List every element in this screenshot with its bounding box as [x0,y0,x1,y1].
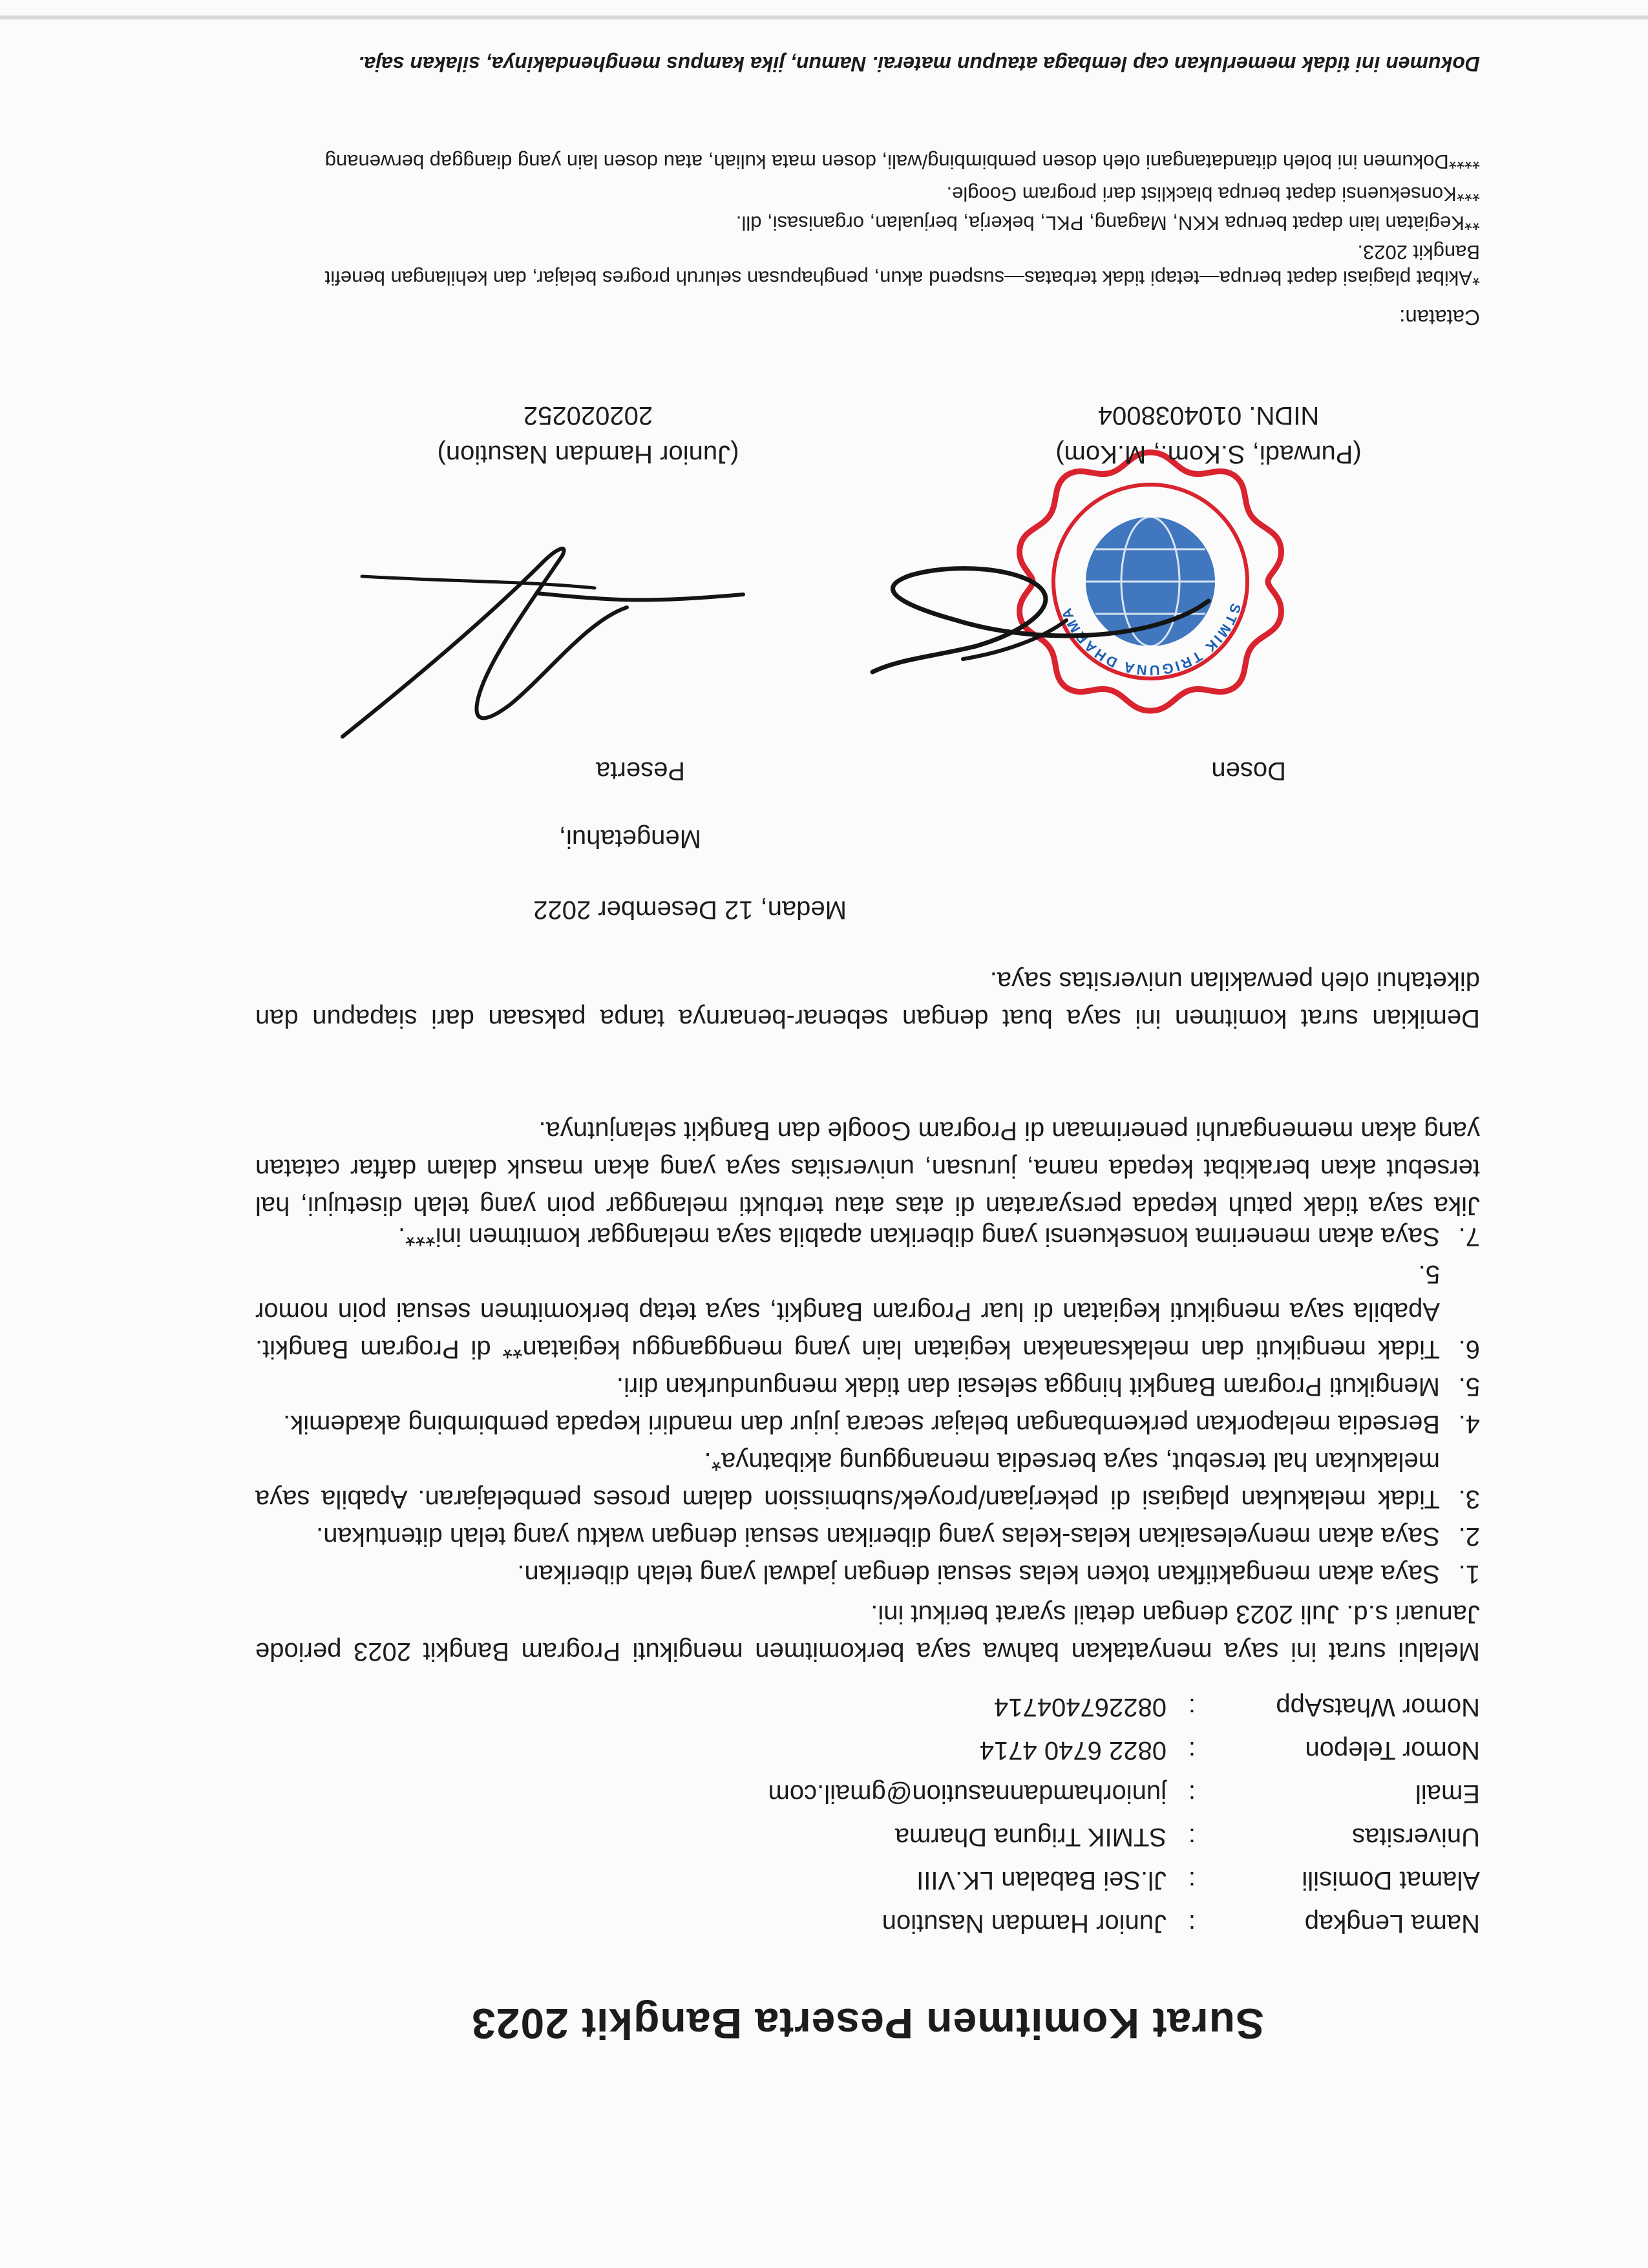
identity-value: Jl.Sei Babalan LK.VIII [916,1866,1167,1895]
lecturer-role-label: Dosen [1211,757,1286,785]
commitment-text: Mengikuti Program Bangkit hingga selesai dan tidak mengundurkan diri. [616,1372,1440,1401]
document-title: Surat Komitmen Peserta Bangkit 2023 [470,2000,1265,2048]
closing-paragraph: Demikian surat komitmen ini saya buat dengan sebenar-benarnya tanpa paksaan dari siapapun dan diketahui oleh perwakilan universitas saya. [255,967,1480,1033]
commitment-item [255,1255,1480,1368]
identity-separator: : [1188,1780,1196,1808]
commitment-number: 2. [1458,1522,1480,1551]
note-item: ***Konsekuensi dapat berupa blacklist dari program Google. [946,183,1480,205]
place-date: Medan, 12 Desember 2022 [533,896,847,924]
commitment-list [255,1218,1480,1593]
commitment-item [255,1443,1480,1518]
identity-row-university [255,1815,1480,1858]
note-item: **Kegiatan lain dapat berupa KKN, Magang, PKL, bekerja, berjualan, organisasi, dll. [735,212,1480,235]
commitment-item [255,1518,1480,1555]
commitment-number: 7. [1458,1223,1480,1251]
commitment-text: Tidak mengikuti dan melaksanakan kegiatan lain yang mengganggu kegiatan** di Program Bangkit. Apabila saya mengikuti kegiatan di luar Program Bangkit, saya tetap berkomitmen sesuai poin nomor 5. [255,1260,1440,1363]
commitment-text: Bersedia melaporkan perkembangan belajar secara jujur dan mandiri kepada pembimbing akademik. [283,1410,1440,1438]
commitment-item [255,1555,1480,1593]
identity-separator: : [1188,1909,1196,1938]
identity-label: Nomor WhatsApp [1276,1693,1480,1721]
identity-label: Alamat Domisili [1302,1866,1480,1895]
identity-separator: : [1188,1823,1196,1851]
identity-row-name [255,1902,1480,1945]
commitment-text: Saya akan menyelesaikan kelas-kelas yang diberikan sesuai dengan waktu yang telah ditentukan. [316,1522,1440,1551]
footer-note: Dokumen ini tidak memerlukan cap lembaga ataupun materai. Namun, jika kampus menghendakinya, silakan saja. [358,52,1480,76]
identity-label: Email [1415,1780,1480,1808]
commitment-text: Tidak melakukan plagiasi di pekerjaan/proyek/submission dalam proses pembelajaran. Apabila saya melakukan hal tersebut, saya bersedia menanggung akibatnya*. [255,1447,1440,1513]
notes-heading: Catatan: [1399,306,1480,330]
identity-value: 082267404714 [994,1693,1167,1721]
scan-edge [0,16,1648,19]
commitment-text: Saya akan menerima konsekuensi yang diberikan apabila saya melanggar komitmen ini***. [397,1223,1440,1251]
identity-label: Nama Lengkap [1304,1909,1480,1938]
participant-name: (Junior Hamdan Nasution) [437,440,739,468]
lecturer-nidn: NIDN. 0104038004 [1097,401,1320,430]
commitment-number: 1. [1458,1560,1480,1588]
participant-id: 202020252 [523,401,653,430]
commitment-number: 6. [1458,1335,1480,1363]
commitment-number: 5. [1458,1372,1480,1401]
note-item: *Akibat plagiasi dapat berupa—tetapi tidak terbatas—suspend akun, penghapusan seluruh progres belajar, dan kehilangan benefit Bangkit 2023. [324,241,1480,289]
identity-value: juniorhamdannasution@gmail.com [768,1780,1167,1808]
identity-row-address [255,1858,1480,1902]
intro-paragraph: Melalui surat ini saya menyatakan bahwa saya berkomitmen mengikuti Program Bangkit 2023 periode Januari s.d. Juli 2023 dengan detail syarat berikut ini. [255,1600,1480,1666]
identity-value: STMIK Triguna Dharma [894,1823,1167,1851]
identity-value: 0822 6740 4714 [979,1736,1167,1765]
identity-separator: : [1188,1693,1196,1721]
commitment-item [255,1405,1480,1443]
identity-value: Junior Hamdan Nasution [882,1909,1167,1938]
identity-row-whatsapp [255,1685,1480,1728]
commitment-text: Saya akan mengaktifkan token kelas sesuai dengan jadwal yang telah diberikan. [517,1560,1440,1588]
lecturer-name: (Purwadi, S.Kom., M.Kom) [1055,440,1362,468]
identity-row-phone [255,1728,1480,1772]
acknowledged-label: Mengetahui, [558,824,701,853]
identity-row-email [255,1772,1480,1815]
identity-separator: : [1188,1866,1196,1895]
identity-label: Nomor Telepon [1305,1736,1480,1765]
identity-block [255,1685,1480,1945]
commitment-number: 3. [1458,1485,1480,1513]
participant-role-label: Peserta [596,757,685,785]
commitment-number: 4. [1458,1410,1480,1438]
note-item: ****Dokumen ini boleh ditandatangani oleh dosen pembimbing/wali, dosen mata kuliah, atau dosen lain yang dianggap berwenang [324,151,1480,173]
participant-signature [291,504,756,762]
commitment-item [255,1368,1480,1405]
identity-label: Universitas [1352,1823,1480,1851]
lecturer-signature [834,523,1234,717]
identity-separator: : [1188,1736,1196,1765]
violation-paragraph: Jika saya tidak patuh kepada persyaratan di atas atau terbukti melanggar poin yang telah disetujui, hal tersebut akan berakibat kepada nama, jurusan, universitas saya yang akan masuk dalam daftar catatan yang akan memengaruhi penerimaan di Program Google dan Bangkit selanjutnya. [255,1117,1480,1220]
stamp-text: STMIK TRIGUNA DHARMA [1057,601,1245,679]
